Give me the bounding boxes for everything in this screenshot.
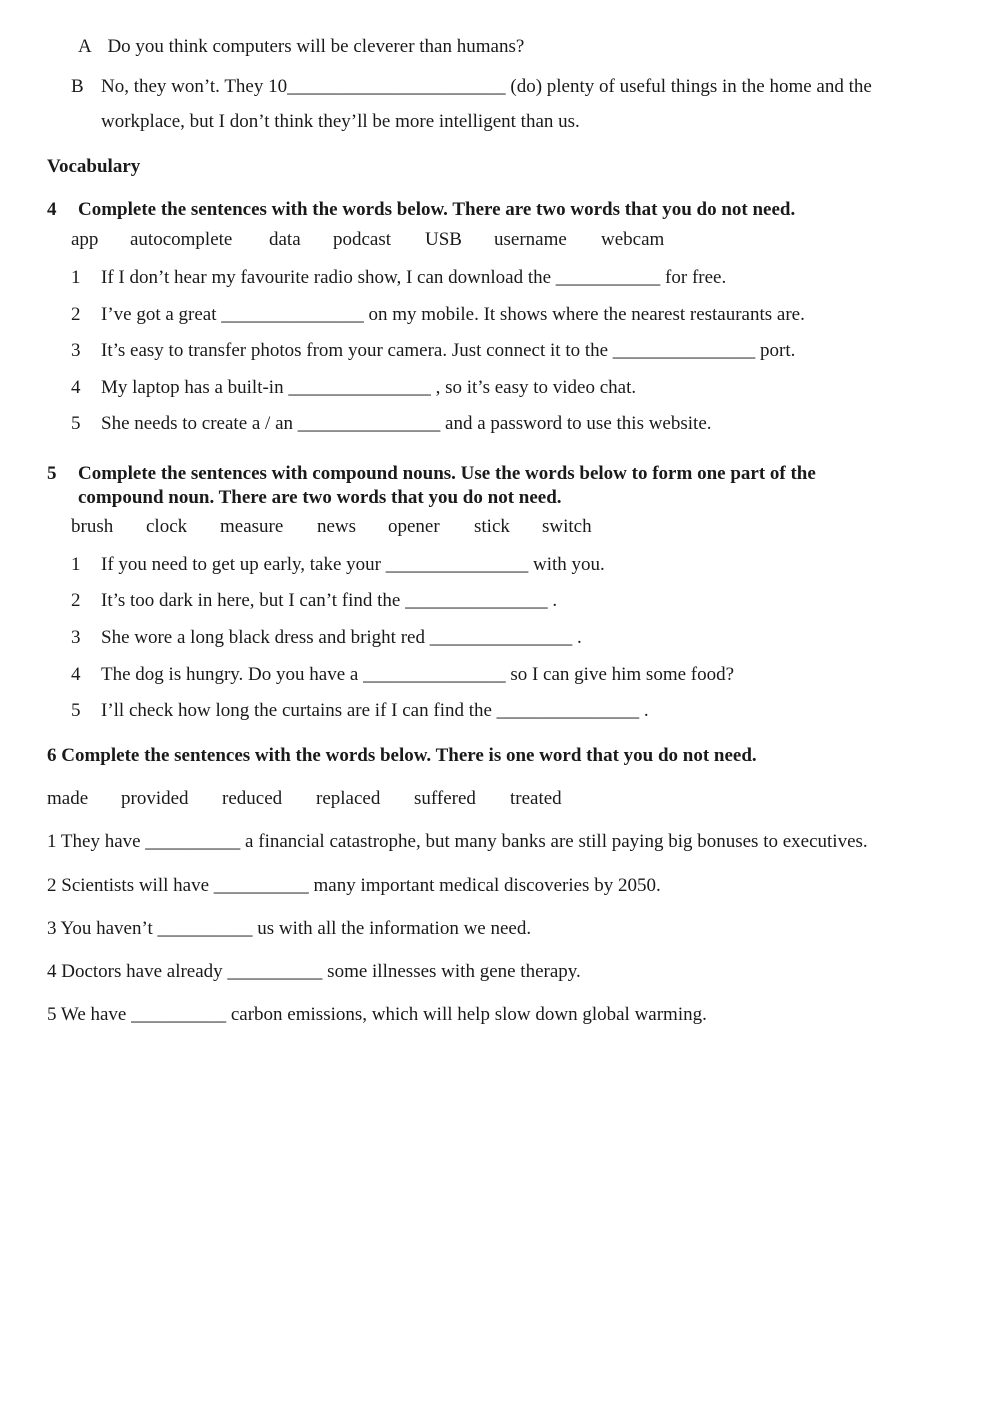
item-text: The dog is hungry. Do you have a _______________ so I can give him some food? (101, 664, 735, 685)
item-text: My laptop has a built-in _______________ , so it’s easy to video chat. (101, 377, 637, 398)
exercise-item (71, 377, 637, 399)
word-bank-item: made (47, 788, 89, 809)
exercise-item (71, 413, 712, 435)
word-bank-item: news (317, 516, 357, 537)
exercise-6-instruction: 6 Complete the sentences with the words below. There is one word that you do not need. (47, 745, 757, 766)
exercise-item (71, 304, 805, 326)
exercise-item (71, 554, 605, 576)
word-bank-item: switch (542, 516, 592, 537)
word-bank-item: data (269, 229, 301, 250)
exercise-item: 5 We have __________ carbon emissions, which will help slow down global warming. (47, 1004, 707, 1025)
item-number: 5 (71, 700, 81, 721)
word-bank-item: app (71, 229, 99, 250)
item-number: 4 (71, 377, 81, 398)
speaker-a-text: Do you think computers will be cleverer than humans? (107, 36, 525, 57)
word-bank-item: clock (146, 516, 188, 537)
item-text: It’s too dark in here, but I can’t find the _______________ . (101, 590, 558, 611)
word-bank-item: brush (71, 516, 114, 537)
exercise-5-instruction-line1: Complete the sentences with compound nouns. Use the words below to form one part of the (78, 463, 816, 484)
item-text: I’ll check how long the curtains are if I can find the _______________ . (101, 700, 649, 721)
exercise-item: 4 Doctors have already __________ some illnesses with gene therapy. (47, 961, 581, 982)
word-bank-item: replaced (316, 788, 381, 809)
item-number: 2 (71, 590, 81, 611)
word-bank-item: autocomplete (130, 229, 233, 250)
exercise-item (71, 340, 796, 362)
item-text: She needs to create a / an _______________ and a password to use this website. (101, 413, 712, 434)
word-bank-item: provided (121, 788, 189, 809)
word-bank-item: USB (425, 229, 462, 250)
word-bank-item: measure (220, 516, 284, 537)
speaker-b-text-line2: workplace, but I don’t think they’ll be more intelligent than us. (101, 111, 580, 132)
item-text: It’s easy to transfer photos from your camera. Just connect it to the _______________ port. (101, 340, 796, 361)
exercise-5-instruction-line2: compound noun. There are two words that you do not need. (78, 487, 562, 508)
dialogue-a (78, 36, 524, 58)
item-number: 1 (71, 267, 81, 288)
word-bank-item: reduced (222, 788, 283, 809)
item-number: 2 (71, 304, 81, 325)
exercise-4-instruction-text: Complete the sentences with the words below. There are two words that you do not need. (78, 199, 796, 220)
item-number: 1 (71, 554, 81, 575)
item-text: I’ve got a great _______________ on my mobile. It shows where the nearest restaurants are. (101, 304, 805, 325)
item-text: If you need to get up early, take your _______________ with you. (101, 554, 605, 575)
word-bank-item: username (494, 229, 567, 250)
exercise-item (71, 700, 649, 722)
exercise-item: 2 Scientists will have __________ many important medical discoveries by 2050. (47, 875, 661, 896)
item-number: 4 (71, 664, 81, 685)
word-bank-item: webcam (601, 229, 665, 250)
word-bank-item: stick (474, 516, 510, 537)
word-bank-item: opener (388, 516, 440, 537)
item-text: If I don’t hear my favourite radio show, I can download the ___________ for free. (101, 267, 727, 288)
exercise-4-number: 4 (47, 199, 57, 220)
exercise-item (71, 664, 735, 686)
exercise-5-instruction (47, 463, 816, 485)
speaker-a-label: A (78, 36, 91, 57)
exercise-item: 3 You haven’t __________ us with all the information we need. (47, 918, 532, 939)
exercise-5-number: 5 (47, 463, 57, 484)
exercise-item: 1 They have __________ a financial catastrophe, but many banks are still paying big bonuses to executives. (47, 831, 868, 852)
speaker-b-label: B (71, 76, 84, 97)
exercise-item (71, 590, 558, 612)
item-number: 3 (71, 340, 81, 361)
dialogue-b (71, 76, 872, 98)
speaker-b-text-line1: No, they won’t. They 10_______________________ (do) plenty of useful things in the home and the (101, 76, 872, 97)
exercise-item (71, 267, 727, 289)
word-bank-item: suffered (414, 788, 476, 809)
exercise-4-instruction (47, 199, 796, 221)
word-bank-item: podcast (333, 229, 392, 250)
word-bank-item: treated (510, 788, 562, 809)
item-number: 5 (71, 413, 81, 434)
item-number: 3 (71, 627, 81, 648)
exercise-item (71, 627, 582, 649)
section-heading-vocabulary: Vocabulary (47, 156, 141, 177)
item-text: She wore a long black dress and bright red _______________ . (101, 627, 582, 648)
